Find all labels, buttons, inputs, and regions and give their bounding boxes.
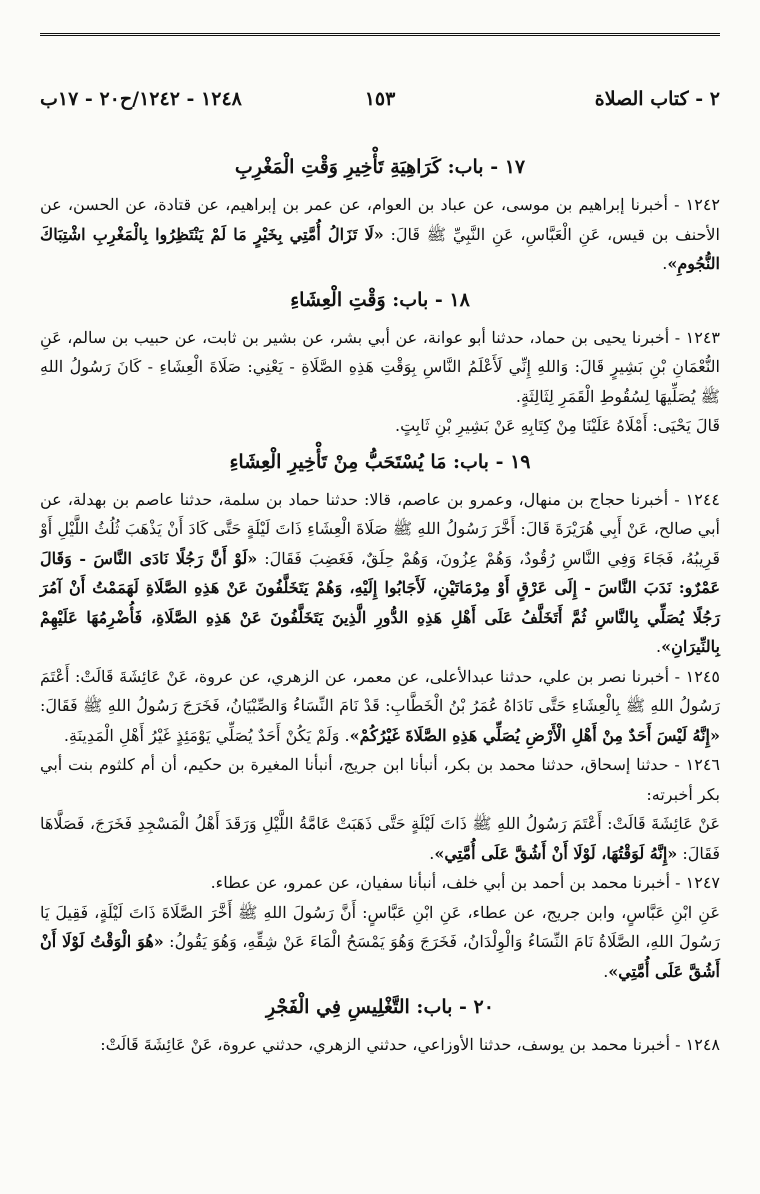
header-book-title: ٢ - كتاب الصلاة bbox=[594, 88, 720, 110]
hadith-paragraph bbox=[40, 190, 720, 279]
header-divider bbox=[40, 33, 720, 36]
prophetic-quote: «هُوَ الْوَقْتُ لَوْلَا أَنْ أَشُقَّ عَلَى أُمَّتِي» bbox=[40, 932, 720, 981]
hadith-paragraph bbox=[40, 485, 720, 662]
page-number: ١٥٣ bbox=[364, 88, 396, 110]
paragraph-tail: . وَلَمْ يَكُنْ أَحَدٌ يُصَلِّي يَوْمَئِذٍ غَيْرُ أَهْلِ الْمَدِينَةِ. bbox=[63, 725, 350, 745]
chapter-heading: ٢٠ - باب: التَّغْلِيسِ فِي الْفَجْرِ bbox=[266, 996, 494, 1018]
hadith-paragraph bbox=[40, 750, 720, 809]
prophetic-quote: «إِنَّهُ لَيْسَ أَحَدٌ مِنْ أَهْلِ الْأَرْضِ يُصَلِّي هَذِهِ الصَّلَاةَ غَيْرُكُمْ» bbox=[349, 725, 720, 745]
hadith-paragraph bbox=[40, 662, 720, 751]
hadith-paragraph bbox=[40, 411, 720, 441]
hadith-paragraph bbox=[40, 1030, 720, 1060]
prophetic-quote: «لَا تَزَالُ أُمَّتِي بِخَيْرٍ مَا لَمْ يَنْتَظِرُوا بِالْمَغْرِبِ اشْتِبَاكَ النُّجُومِ» bbox=[40, 224, 720, 273]
paragraph-text: ١٢٤٦ - حدثنا إسحاق، حدثنا محمد بن بكر، أنبأنا ابن جريج، أنبأنا المغيرة بن حكيم، أن أم كلثوم بنت أبي بكر أخبرته: bbox=[40, 755, 721, 804]
hadith-paragraph bbox=[40, 868, 720, 898]
chapter-heading: ١٨ - باب: وَقْتِ الْعِشَاءِ bbox=[290, 288, 470, 311]
header-hadith-range: ١٢٤٨ - ١٢٤٢/ح٢٠ - ١٧ب bbox=[40, 88, 242, 110]
paragraph-text: ١٢٤٤ - أخبرنا حجاج بن منهال، وعمرو بن عاصم، قالا: حدثنا حماد بن سلمة، حدثنا عاصم بن بهدلة، عن أبي صالح، عَنْ أَبِي هُرَيْرَةَ قَالَ: أَخَّرَ رَسُولُ اللهِ ﷺ صَلَاةَ الْعِشَاءِ ذَاتَ لَيْلَةٍ حَتَّى كَادَ أَنْ يَذْهَبَ ثُلُثُ اللَّيْلِ أَوْ قَرِيبُهُ، فَجَاءَ وَفِي النَّاسِ رُقُودٌ، وَهُمْ عِزُونَ، وَهُمْ حِلَقٌ، فَغَضِبَ فَقَالَ: bbox=[40, 489, 721, 568]
paragraph-text: ١٢٤٧ - أخبرنا محمد بن أحمد بن أبي خلف، أنبأنا سفيان، عن عمرو، عن عطاء. bbox=[210, 873, 720, 892]
prophetic-quote: «إِنَّهُ لَوَقْتُهَا، لَوْلَا أَنْ أَشُقَّ عَلَى أُمَّتِي» bbox=[434, 843, 678, 863]
prophetic-quote: «لَوْ أَنَّ رَجُلًا نَادَى النَّاسَ - وَقَالَ عَمْرٌو: نَدَبَ النَّاسَ - إِلَى عَرْقٍ أَوْ مِرْمَاتَيْنِ، لَأَجَابُوا إِلَيْهِ، وَهُمْ يَتَخَلَّفُونَ عَنْ هَذِهِ الصَّلَاةِ لَهَمَمْتُ أَنْ آمُرَ رَجُلًا يُصَلِّي بِالنَّاسِ ثُمَّ أَتَخَلَّفُ عَلَى أَهْلِ هَذِهِ الدُّورِ الَّذِينَ يَتَخَلَّفُونَ عَنْ هَذِهِ الصَّلَاةِ، فَأُضْرِمُهَا عَلَيْهِمْ بِالنِّيرَانِ» bbox=[40, 548, 720, 656]
hadith-paragraph bbox=[40, 898, 720, 987]
paragraph-text: ١٢٤٨ - أخبرنا محمد بن يوسف، حدثنا الأوزاعي، حدثني الزهري، حدثني عروة، عَنْ عَائِشَةَ قَالَتْ: bbox=[100, 1035, 720, 1054]
paragraph-tail: . bbox=[429, 843, 435, 863]
chapter-heading: ١٧ - باب: كَرَاهِيَةِ تَأْخِيرِ وَقْتِ الْمَغْرِبِ bbox=[234, 156, 526, 178]
paragraph-tail: . bbox=[656, 637, 662, 656]
paragraph-text: ١٢٤٣ - أخبرنا يحيى بن حماد، حدثنا أبو عوانة، عن أبي بشر، عن بشير بن ثابت، عن حبيب بن سالم، عَنِ النُّعْمَانِ بْنِ بَشِيرٍ قَالَ: وَاللهِ إِنِّي لَأَعْلَمُ النَّاسِ بِوَقْتِ هَذِهِ الصَّلَاةِ - يَعْنِي: صَلَاةَ الْعِشَاءِ - كَانَ رَسُولُ اللهِ ﷺ يُصَلِّيهَا لِسُقُوطِ الْقَمَرِ لِثَالِثَةٍ. bbox=[40, 327, 721, 406]
paragraph-text: ١٢٤٢ - أخبرنا إبراهيم بن موسى، عن عباد بن العوام، عن عمر بن إبراهيم، عن قتادة، عن الحسن، عن الأحنف بن قيس، عَنِ الْعَبَّاسِ، عَنِ النَّبِيِّ ﷺ قَالَ: bbox=[40, 195, 720, 244]
hadith-paragraph bbox=[40, 809, 720, 868]
paragraph-text: عَنْ عَائِشَةَ قَالَتْ: أَعْتَمَ رَسُولُ اللهِ ﷺ ذَاتَ لَيْلَةٍ حَتَّى ذَهَبَتْ عَامَّةُ اللَّيْلِ وَرَقَدَ أَهْلُ الْمَسْجِدِ فَخَرَجَ، فَصَلَّاهَا فَقَالَ: bbox=[40, 814, 720, 863]
paragraph-text: ١٢٤٥ - أخبرنا نصر بن علي، حدثنا عبدالأعلى، عن معمر، عن الزهري، عن عروة، عَنْ عَائِشَةَ قَالَتْ: أَعْتَمَ رَسُولُ اللهِ ﷺ بِالْعِشَاءِ حَتَّى نَادَاهُ عُمَرُ بْنُ الْخَطَّابِ: قَدْ نَامَ النِّسَاءُ وَالصِّبْيَانُ، فَخَرَجَ رَسُولُ اللهِ ﷺ فَقَالَ: bbox=[40, 666, 721, 715]
page-body bbox=[40, 146, 720, 1060]
running-header bbox=[40, 88, 720, 120]
hadith-paragraph bbox=[40, 323, 720, 412]
paragraph-text: قَالَ يَحْيَى: أَمْلَاهُ عَلَيْنَا مِنْ كِتَابِهِ عَنْ بَشِيرِ بْنِ ثَابِتٍ. bbox=[395, 416, 720, 435]
paragraph-tail: . bbox=[603, 961, 609, 981]
paragraph-tail: . bbox=[662, 254, 668, 273]
paragraph-text: عَنِ ابْنِ عَبَّاسٍ، وابن جريج، عن عطاء، عَنِ ابْنِ عَبَّاسٍ: أَنَّ رَسُولَ اللهِ ﷺ أَخَّرَ الصَّلَاةَ ذَاتَ لَيْلَةٍ، فَقِيلَ يَا رَسُولَ اللهِ، الصَّلَاةُ نَامَ النِّسَاءُ وَالْوِلْدَانُ، فَخَرَجَ وَهُوَ يَمْسَحُ الْمَاءَ عَنْ شِقِّهِ، وَهُوَ يَقُولُ: bbox=[40, 902, 720, 951]
chapter-heading: ١٩ - باب: مَا يُسْتَحَبُّ مِنْ تَأْخِيرِ الْعِشَاءِ bbox=[229, 450, 531, 473]
